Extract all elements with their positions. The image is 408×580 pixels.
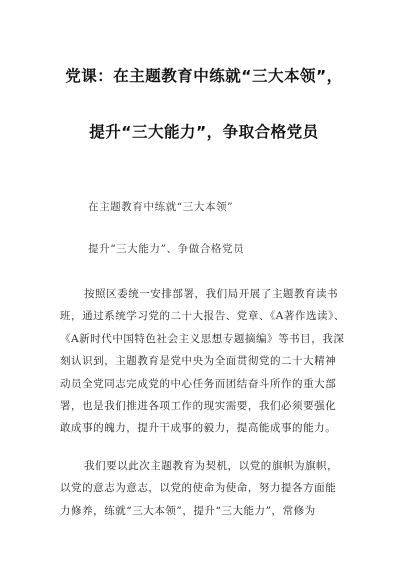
- paragraph-line: 刻认识到，主题教育是党中央为全面贯彻党的二十大精神: [60, 355, 337, 368]
- paragraph-line: 按照区委统一安排部署，我们局开展了主题教育读书: [84, 288, 339, 300]
- paragraph-line: 《A新时代中国特色社会主义思想专题摘编》等书目，我深: [60, 332, 345, 345]
- document-title-line-1: 党课：在主题教育中练就“三大本领”，: [65, 67, 343, 85]
- paragraph-line: 班，通过系统学习党的二十大报告、党章、《A著作选读》、: [60, 310, 345, 323]
- paragraph-1: [60, 283, 350, 440]
- paragraph-line: 署，也是我们推进各项工作的现实需要，我们必须要强化: [60, 400, 337, 413]
- section-heading-1: 在主题教育中练就“三大本领”: [88, 201, 234, 213]
- section-heading-2: 提升“三大能力”、争做合格党员: [88, 243, 245, 255]
- paragraph-line: 敢成事的魄力，提升干成事的毅力，提高能成事的能力。: [60, 422, 337, 435]
- paragraph-line: 我们要以此次主题教育为契机，以党的旗帜为旗帜，: [84, 460, 339, 472]
- paragraph-2: [60, 455, 350, 522]
- paragraph-line: 力修养，练就“三大本领”，提升“三大能力”，常修为: [60, 504, 316, 517]
- document-title-line-2: 提升“三大能力”，争取合格党员: [89, 123, 319, 141]
- paragraph-line: 动员全党同志完成党的中心任务而团结奋斗所作的重大部: [60, 377, 337, 390]
- paragraph-line: 以党的意志为意志，以党的使命为使命，努力提各方面能: [60, 482, 337, 495]
